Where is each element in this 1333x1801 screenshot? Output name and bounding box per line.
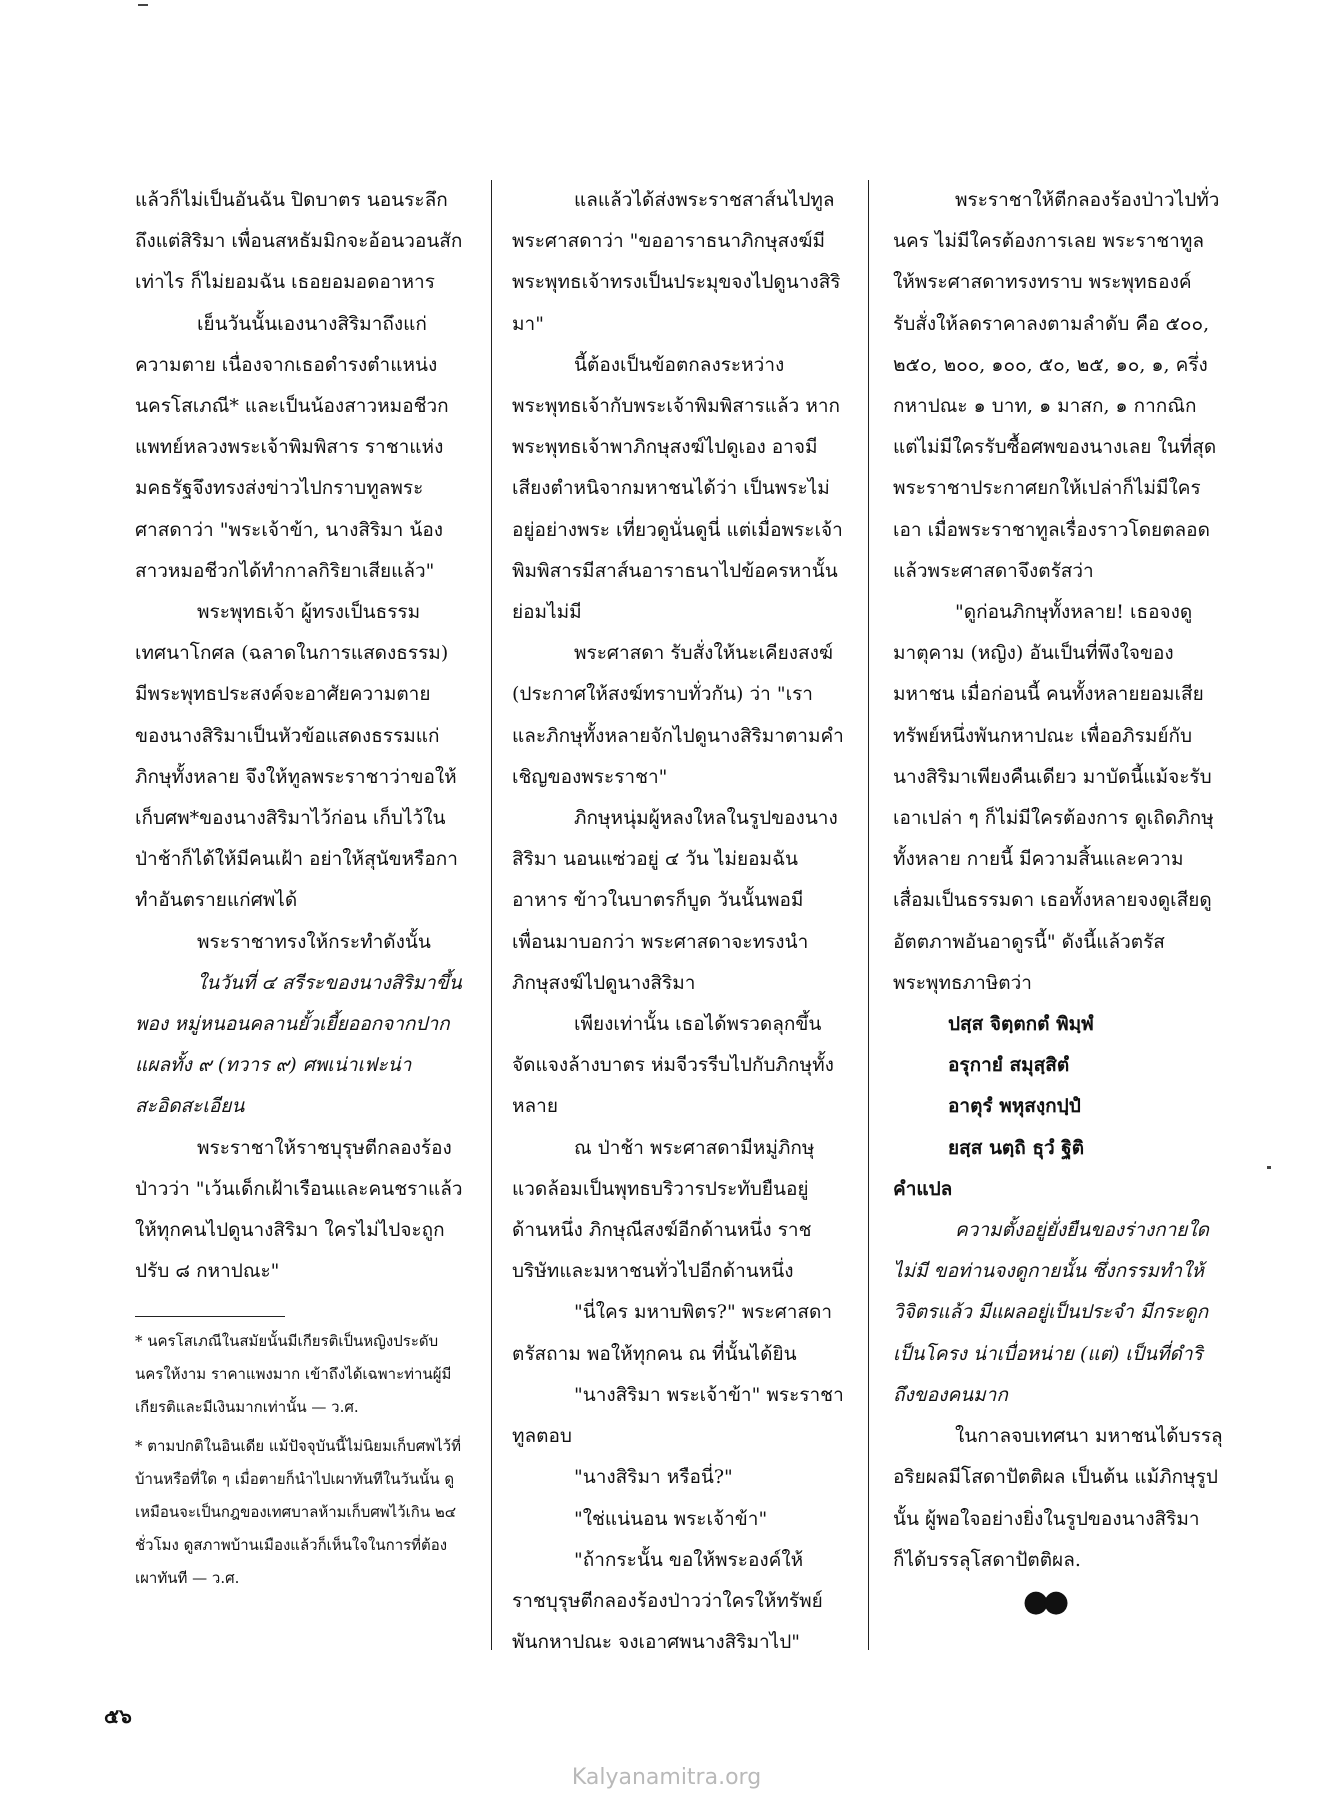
translation-heading: คำแปล [893, 1177, 953, 1200]
footnote-divider [135, 1316, 285, 1317]
footnote: * ตามปกติในอินเดีย แม้ปัจจุบันนี้ไม่นิยมเก็บศพไว้ที่บ้านหรือที่ใด ๆ เมื่อตายก็นำไปเผาทันทีในวันนั้น ดูเหมือนจะเป็นกฎของเทศบาลห้ามเก็บศพไว้เกิน ๒๔ ชั่วโมง ดูสภาพบ้านเมืองแล้วก็เห็นใจในการที่ต้องเผาทันที — ว.ศ. [135, 1437, 461, 1588]
scan-speck [138, 4, 148, 6]
paragraph: "นางสิริมา พระเจ้าข้า" พระราชาทูลตอบ [512, 1383, 844, 1448]
verse-line: อรุกายํ สมุสฺสิตํ [948, 1054, 1070, 1077]
watermark: Kalyanamitra.org [571, 1765, 762, 1790]
verse-line: อาตุรํ พหุสงฺกปฺปํ [948, 1095, 1081, 1118]
column-2 [512, 180, 844, 1663]
paragraph: เพียงเท่านั้น เธอได้พรวดลุกขึ้นจัดแจงล้างบาตร ห่มจีวรรีบไปกับภิกษุทั้งหลาย [512, 1013, 834, 1118]
column-3 [893, 180, 1223, 1622]
end-mark: ●● [1022, 1583, 1064, 1619]
paragraph: พระราชาให้ตีกลองร้องป่าวไปทั่วนคร ไม่มีใครต้องการเลย พระราชาทูลให้พระศาสดาทรงทราบ พระพุทธองค์รับสั่งให้ลดราคาลงตามลำดับ คือ ๕๐๐, ๒๕๐, ๒๐๐, ๑๐๐, ๕๐, ๒๕, ๑๐, ๑, ครึ่งกหาปณะ ๑ บาท, ๑ มาสก, ๑ กากณิก แต่ไม่มีใครรับซื้อศพของนางเลย ในที่สุด พระราชาประกาศยกให้เปล่าก็ไม่มีใครเอา เมื่อพระราชาทูลเรื่องราวโดยตลอดแล้วพระศาสดาจึงตรัสว่า [893, 189, 1220, 582]
paragraph: "ใช่แน่นอน พระเจ้าข้า" [574, 1507, 768, 1530]
paragraph: เย็นวันนั้นเองนางสิริมาถึงแก่ความตาย เนื่องจากเธอดำรงตำแหน่งนครโสเภณี* และเป็นน้องสาวหมอชีวกแพทย์หลวงพระเจ้าพิมพิสาร ราชาแห่งมคธรัฐจึงทรงส่งข่าวไปกราบทูลพระศาสดาว่า "พระเจ้าข้า, นางสิริมา น้องสาวหมอชีวกได้ทำกาลกิริยาเสียแล้ว" [135, 312, 449, 582]
paragraph: "นางสิริมา หรือนี่?" [574, 1466, 733, 1489]
paragraph: ความตั้งอยู่ยั่งยืนของร่างกายใดไม่มี ขอท่านจงดูกายนั้น ซึ่งกรรมทำให้วิจิตรแล้ว มีแผลอยู่เป็นประจำ มีกระดูกเป็นโครง น่าเบื่อหน่าย (แต่) เป็นที่ดำริถึงของคนมาก [893, 1219, 1210, 1406]
verse-line: ยสฺส นตฺถิ ธุวํ ฐิติ [948, 1136, 1085, 1159]
paragraph: "ดูก่อนภิกษุทั้งหลาย! เธอจงดูมาตุคาม (หญิง) อันเป็นที่พึงใจของมหาชน เมื่อก่อนนี้ คนทั้งหลายยอมเสียทรัพย์หนึ่งพันกหาปณะ เพื่ออภิรมย์กับนางสิริมาเพียงคืนเดียว มาบัดนี้แม้จะรับเอาเปล่า ๆ ก็ไม่มีใครต้องการ ดูเถิดภิกษุทั้งหลาย กายนี้ มีความสิ้นและความเสื่อมเป็นธรรมดา เธอทั้งหลายจงดูเสียดูอัตตภาพอันอาดูรนี้" ดังนี้แล้วตรัสพระพุทธภาษิตว่า [893, 601, 1214, 994]
paragraph: แลแล้วได้ส่งพระราชสาส์นไปทูลพระศาสดาว่า "ขออาราธนาภิกษุสงฆ์มีพระพุทธเจ้าทรงเป็นประมุขจงไปดูนางสิริมา" [512, 189, 841, 335]
scan-speck [1267, 1166, 1271, 1169]
paragraph: พระราชาให้ราชบุรุษตีกลองร้องป่าวว่า "เว้นเด็กเฝ้าเรือนและคนชราแล้ว ให้ทุกคนไปดูนางสิริมา ใครไม่ไปจะถูกปรับ ๘ กหาปณะ" [135, 1136, 463, 1283]
paragraph: ในกาลจบเทศนา มหาชนได้บรรลุอริยผลมีโสดาปัตติผล เป็นต้น แม้ภิกษุรูปนั้น ผู้พอใจอย่างยิ่งในรูปของนางสิริมาก็ได้บรรลุโสดาปัตติผล. [893, 1425, 1223, 1571]
paragraph: พระราชาทรงให้กระทำดังนั้น [197, 930, 431, 953]
footnote: * นครโสเภณีในสมัยนั้นมีเกียรติเป็นหญิงประดับนครให้งาม ราคาแพงมาก เข้าถึงได้เฉพาะท่านผู้มีเกียรติและมีเงินมากเท่านั้น — ว.ศ. [135, 1332, 452, 1417]
paragraph: ในวันที่ ๔ สรีระของนางสิริมาขึ้นพอง หมู่หนอนคลานยั้วเยี้ยออกจากปากแผลทั้ง ๙ (ทวาร ๙) ศพเน่าเฟะน่าสะอิดสะเอียน [135, 971, 462, 1118]
verse-line: ปสฺส จิตฺตกตํ พิมฺพํ [948, 1013, 1094, 1036]
paragraph: ภิกษุหนุ่มผู้หลงใหลในรูปของนางสิริมา นอนแซ่วอยู่ ๔ วัน ไม่ยอมฉันอาหาร ข้าวในบาตรก็บูด วันนั้นพอมีเพื่อนมาบอกว่า พระศาสดาจะทรงนำภิกษุสงฆ์ไปดูนางสิริมา [512, 807, 838, 994]
column-divider [868, 180, 869, 1650]
page-number: ๕๖ [104, 1704, 132, 1728]
paragraph: พระศาสดา รับสั่งให้นะเคียงสงฆ์ (ประกาศให้สงฆ์ทราบทั่วกัน) ว่า "เราและภิกษุทั้งหลายจักไปดูนางสิริมาตามคำเชิญของพระราชา" [512, 642, 844, 788]
column-1 [135, 180, 463, 1595]
paragraph: ณ ป่าช้า พระศาสดามีหมู่ภิกษุแวดล้อมเป็นพุทธบริวารประทับยืนอยู่ด้านหนึ่ง ภิกษุณีสงฆ์อีกด้านหนึ่ง ราชบริษัทและมหาชนทั่วไปอีกด้านหนึ่ง [512, 1136, 815, 1283]
paragraph: "นี่ใคร มหาบพิตร?" พระศาสดาตรัสถาม พอให้ทุกคน ณ ที่นั้นได้ยิน [512, 1301, 833, 1365]
paragraph: นี้ต้องเป็นข้อตกลงระหว่างพระพุทธเจ้ากับพระเจ้าพิมพิสารแล้ว หากพระพุทธเจ้าพาภิกษุสงฆ์ไปดูเอง อาจมีเสียงตำหนิจากมหาชนได้ว่า เป็นพระไม่อยู่อย่างพระ เที่ยวดูนั่นดูนี่ แต่เมื่อพระเจ้าพิมพิสารมีสาส์นอาราธนาไปข้อครหานั้นย่อมไม่มี [512, 353, 843, 624]
column-divider [491, 180, 492, 1650]
paragraph: พระพุทธเจ้า ผู้ทรงเป็นธรรมเทศนาโกศล (ฉลาดในการแสดงธรรม) มีพระพุทธประสงค์จะอาศัยความตายของนางสิริมาเป็นหัวข้อแสดงธรรมแก่ภิกษุทั้งหลาย จึงให้ทูลพระราชาว่าขอให้เก็บศพ*ของนางสิริมาไว้ก่อน เก็บไว้ในป่าช้าก็ได้ให้มีคนเฝ้า อย่าให้สุนัขหรือกาทำอันตรายแก่ศพได้ [135, 601, 458, 912]
paragraph: "ถ้ากระนั้น ขอให้พระองค์ให้ราชบุรุษตีกลองร้องป่าวว่าใครให้ทรัพย์พันกหาปณะ จงเอาศพนางสิริมาไป" [512, 1548, 823, 1654]
paragraph: แล้วก็ไม่เป็นอันฉัน ปิดบาตร นอนระลึกถึงแต่สิริมา เพื่อนสหธัมมิกจะอ้อนวอนสักเท่าไร ก็ไม่ยอมฉัน เธอยอมอดอาหาร [135, 189, 463, 294]
